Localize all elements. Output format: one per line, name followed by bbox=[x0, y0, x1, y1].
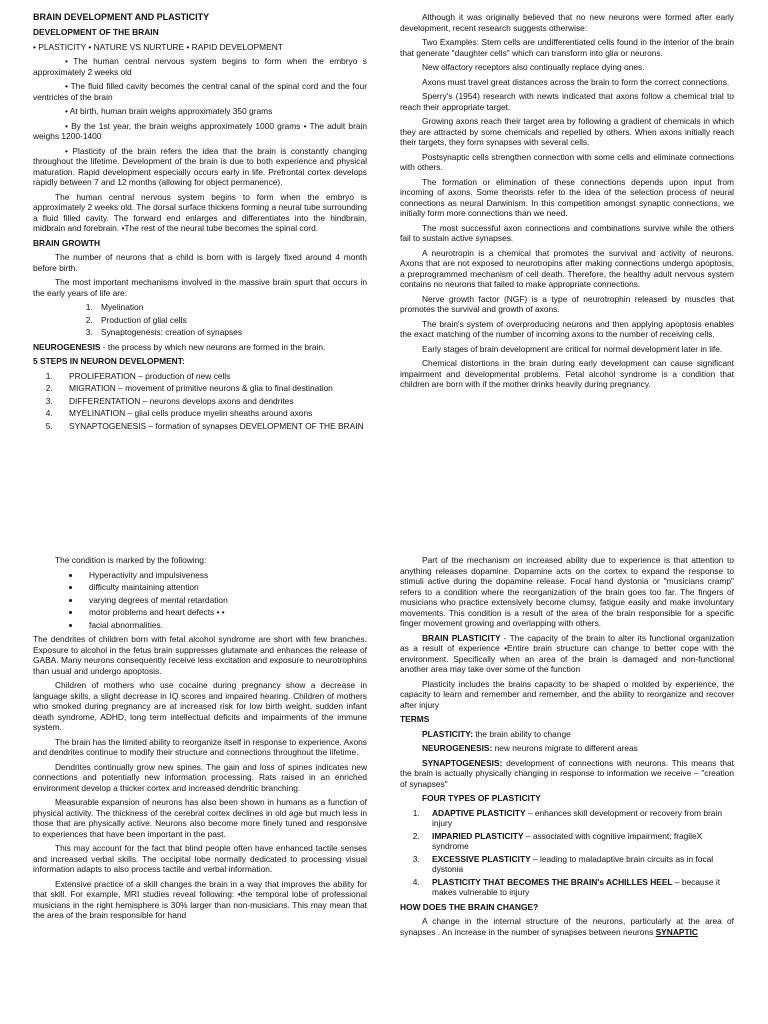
document-title: BRAIN DEVELOPMENT AND PLASTICITY bbox=[33, 12, 210, 22]
list-item bbox=[422, 831, 734, 852]
list-item: • Hyperactivity and impulsiveness bbox=[81, 570, 367, 581]
term-text: new neurons migrate to different areas bbox=[492, 743, 638, 753]
paragraph: Plasticity includes the brains capacity to be shaped o molded by experience, the capacity to learn and remember and remember, and the ability to reorganize and recover after injury bbox=[400, 678, 734, 710]
paragraph: The number of neurons that a child is born with is largely fixed around 4 month before birth. bbox=[33, 252, 367, 273]
section-heading-development: DEVELOPMENT OF THE BRAIN bbox=[33, 27, 159, 38]
list-item: • difficulty maintaining attention bbox=[81, 582, 367, 593]
list-item: 2. Production of glial cells bbox=[95, 315, 367, 326]
type-text: – enhances skill development or recovery from brain injury bbox=[432, 807, 722, 828]
steps-heading: 5 STEPS IN NEURON DEVELOPMENT: bbox=[33, 356, 185, 367]
term-definition bbox=[400, 729, 734, 740]
how-heading: HOW DOES THE BRAIN CHANGE? bbox=[400, 901, 539, 912]
bullet-paragraph: • At birth, human brain weighs approximately 350 grams bbox=[65, 106, 273, 117]
type-text: – leading to maladaptive brain circuits as in focal dystonia bbox=[432, 853, 714, 874]
paragraph: Children of mothers who use cocaine during pregnancy show a decrease in language skills, a slight decrease in IQ scores and impaired hearing. Children of mothers who smoked during pregnancy are at increased risk for low birth weight, sudden infant death syndrome, ADHD, long term intellectual deficits and impairments of the immune system. bbox=[33, 680, 367, 732]
column-top-right bbox=[400, 12, 734, 520]
type-label: EXCESSIVE PLASTICITY bbox=[432, 853, 531, 864]
paragraph: Although it was originally believed that no new neurons were formed after early development, recent research suggests otherwise: bbox=[400, 12, 734, 33]
paragraph: Axons must travel great distances across the brain to form the correct connections. bbox=[422, 76, 730, 87]
term-definition bbox=[400, 758, 734, 790]
paragraph-text: A change in the internal structure of the neurons, particularly at the area of synapses . An increase in the number of synapses between neurons bbox=[400, 916, 734, 937]
plasticity-types-list bbox=[400, 808, 734, 898]
type-text: – because it makes vulnerable to injury bbox=[432, 876, 721, 897]
list-item: • facial abnormalities. bbox=[81, 620, 367, 631]
paragraph: The most successful axon connections and combinations survive while the others fail to sustain active synapses. bbox=[400, 222, 734, 243]
list-item: 4. MYELINATION – glial cells produce myelin sheaths around axons bbox=[55, 408, 367, 419]
list-item: 2. MIGRATION – movement of primitive neurons & glia to final destination bbox=[55, 383, 367, 394]
type-text: – associated with cognitive impairment; fragileX syndrome bbox=[432, 830, 703, 851]
column-bottom-left bbox=[33, 555, 367, 1024]
paragraph: Chemical distortions in the brain during early development can cause significant impairment and developmental problems. Fetal alcohol syndrome is a condition that children are born with if the mother drinks heavily during pregnancy. bbox=[400, 358, 734, 389]
brain-plasticity-definition bbox=[400, 633, 734, 675]
bullet-paragraph: • The human central nervous system begins to form when the embryo s approximately 2 weeks old bbox=[33, 56, 367, 77]
term-text: the brain ability to change bbox=[473, 728, 571, 739]
condition-intro: The condition is marked by the following: bbox=[55, 555, 207, 565]
terms-heading: TERMS bbox=[400, 714, 430, 724]
list-item bbox=[422, 854, 734, 875]
paragraph: The most important mechanisms involved in the massive brain spurt that occurs in the early years of life are: bbox=[33, 277, 367, 298]
mechanisms-list bbox=[33, 302, 367, 338]
type-label: PLASTICITY THAT BECOMES THE BRAIN's ACHILLES HEEL bbox=[432, 876, 673, 887]
term-text: development of connections with neurons. This means that the brain is actually physically changing in response to information we receive – "creation of synapses" bbox=[400, 757, 734, 789]
list-item: 3. DIFFERENTATION – neurons develops axons and dendrites bbox=[55, 396, 367, 407]
paragraph: The dendrites of children born with fetal alcohol syndrome are short with few branches. Exposure to alcohol in the fetus brain suppresses glutamate and enhances the release of GABA. Many neurons consequently receive less excitation and exposure to neurotrophins than usual and undergo apoptosis. bbox=[33, 634, 367, 676]
paragraph: Measurable expansion of neurons has also been shown in humans as a function of physical activity. The thickness of the cerebral cortex declines in old age but much less in those that are physically active. Neurons also become more finely tuned and responsive to experiences that have been important in the past. bbox=[33, 797, 367, 839]
types-heading: FOUR TYPES OF PLASTICITY bbox=[422, 793, 541, 803]
type-label: ADAPTIVE PLASTICITY bbox=[432, 807, 526, 818]
underlined-term: SYNAPTIC bbox=[655, 926, 698, 937]
term-label: BRAIN PLASTICITY bbox=[422, 632, 501, 643]
type-label: IMPARIED PLASTICITY bbox=[432, 830, 524, 841]
steps-list bbox=[33, 371, 367, 432]
paragraph: New olfactory receptors also continually replace dying ones. bbox=[422, 62, 645, 72]
paragraph: Postsynaptic cells strengthen connection with some cells and eliminate connections with others. bbox=[400, 151, 734, 172]
term-definition bbox=[400, 743, 734, 754]
list-item: 3. Synaptogenesis: creation of synapses bbox=[95, 327, 367, 338]
section-heading-brain-growth: BRAIN GROWTH bbox=[33, 237, 100, 248]
bullet-paragraph: • The fluid filled cavity becomes the central canal of the spinal cord and the four ventricles of the brain bbox=[33, 81, 367, 102]
list-item bbox=[422, 877, 734, 898]
term-text: - The capacity of the brain to alter its functional organization as a result of experience •Entire brain structure can change to better cope with the environment. Specifically when an area of the brain is damaged and non-functional another area may take over some of the function bbox=[400, 632, 734, 674]
paragraph: Dendrites continually grow new spines. The gain and loss of spines indicates new connections and potentially new information processing. Rats raised in an enriched environment develop a thicker cortex and increased dendritic branching. bbox=[33, 761, 367, 793]
paragraph: Extensive practice of a skill changes the brain in a way that improves the ability for that skill. For example, MRI studies reveal following: •the temporal lobe of professional musicians in the right hemisphere is 30% larger than non-musicians. This may mean that the area of the brain responsible for hand bbox=[33, 878, 367, 920]
paragraph: Nerve growth factor (NGF) is a type of neurotrophin released by muscles that promotes the survival and growth of axons. bbox=[400, 293, 734, 314]
paragraph: Early stages of brain development are critical for normal development later in life. bbox=[422, 343, 723, 354]
bullet-paragraph: • By the 1st year, the brain weighs approximately 1000 grams • The adult brain weighs 1200-1400 bbox=[33, 120, 367, 142]
paragraph: The formation or elimination of these connections depends upon input from incoming of axons. Some theorists refer to the idea of the selection process of neural connections as neural Darwinism. In this competition amongst synaptic connections, we initially form more connections than we need. bbox=[400, 176, 734, 218]
term-label: PLASTICITY: bbox=[422, 728, 474, 739]
topics-line: • PLASTICITY • NATURE VS NURTURE • RAPID DEVELOPMENT bbox=[33, 41, 283, 52]
column-top-left bbox=[33, 12, 367, 520]
term-label: NEUROGENESIS bbox=[33, 341, 101, 352]
paragraph: Two Examples: Stem cells are undifferentiated cells found in the interior of the brain that generate "daughter cells" which can transform into glia or neurons. bbox=[400, 37, 734, 58]
paragraph: The brain's system of overproducing neurons and then applying apoptosis enables the exact matching of the number of incoming axons to the number of receiving cells. bbox=[400, 318, 734, 339]
neurogenesis-definition bbox=[33, 342, 367, 353]
paragraph: Part of the mechanism on increased ability due to experience is that attention to anything releases dopamine. Dopamine acts on the cortex to expand the response to stimuli active during the dopamine release. Focal hand dystonia or "musicians cramp" refers to a condition where the reorganization of the brain goes too far. The fingers of musicians who practice extensively become clumsy, fatigue easily and make involuntary movements. This condition is a result of the area of the brain responsible for a specific finger movement growing and overlapping with others. bbox=[400, 555, 734, 628]
list-item: 1. Myelination bbox=[95, 302, 367, 313]
list-item: • motor problems and heart defects • • bbox=[81, 607, 367, 618]
term-text: - the process by which new neurons are formed in the brain. bbox=[100, 341, 326, 352]
term-label: SYNAPTOGENESIS: bbox=[422, 757, 503, 768]
paragraph: The human central nervous system begins to form when the embryo is approximately 2 weeks old. The dorsal surface thickens forming a neural tube surrounding a fluid filled cavity. The forward end enlarges and differentiates into the hindbrain, midbrain and forebrain. •The rest of the neural tube becomes the spinal cord. bbox=[33, 191, 367, 234]
paragraph bbox=[400, 916, 734, 937]
paragraph: A neurotropin is a chemical that promotes the survival and activity of neurons. Axons that are not exposed to neurotropins after making connections undergo apoptosis, a preprogrammed mechanism of cell death. Therefore, the healthy adult nervous system contains no neurons that failed to make appropriate connections. bbox=[400, 247, 734, 289]
paragraph: Growing axons reach their target area by following a gradient of chemicals in which they are attracted by some chemicals and repelled by others. When axons initially reach their targets, they form synapses with several cells. bbox=[400, 116, 734, 147]
list-item: • varying degrees of mental retardation bbox=[81, 595, 367, 606]
paragraph: The brain has the limited ability to reorganize itself in response to experience. Axons and dendrites continue to modify their structure and connections throughout the lifetime. bbox=[33, 736, 367, 757]
conditions-list bbox=[33, 570, 367, 631]
term-label: NEUROGENESIS: bbox=[422, 743, 493, 753]
column-bottom-right bbox=[400, 555, 734, 1024]
list-item: 1. PROLIFERATION – production of new cells bbox=[55, 371, 367, 382]
paragraph: Sperry's (1954) research with newts indicated that axons follow a chemical trial to reach their appropriate target. bbox=[400, 91, 734, 112]
paragraph: This may account for the fact that blind people often have enhanced tactile senses and increased verbal skills. The occipital lobe normally dedicated to processing visual information adapts to also process tactile and verbal information. bbox=[33, 843, 367, 874]
list-item bbox=[422, 808, 734, 829]
list-item: 5. SYNAPTOGENESIS – formation of synapses DEVELOPMENT OF THE BRAIN bbox=[55, 421, 367, 432]
bullet-paragraph: • Plasticity of the brain refers the idea that the brain is constantly changing throughout the lifetime. Development of the brain is due to both experience and physical maturation. Rapid development especially occurs early in life. Prefrontal cortex develops rapidly between 7 and 12 months (allowing for object permanence). bbox=[33, 145, 367, 188]
